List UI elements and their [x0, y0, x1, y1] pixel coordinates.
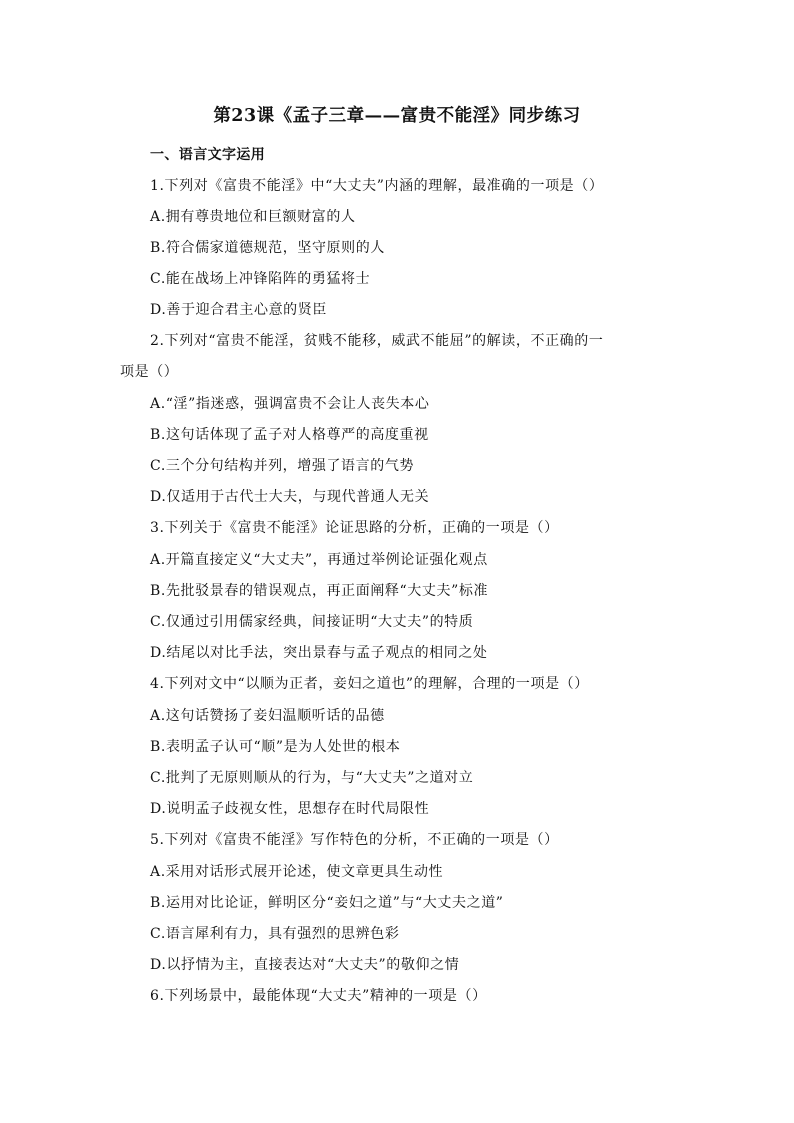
question-1-stem: 1.下列对《富贵不能淫》中“大丈夫”内涵的理解，最准确的一项是（）	[150, 178, 604, 194]
question-1-option-a: A.拥有尊贵地位和巨额财富的人	[150, 209, 356, 225]
question-3-stem: 3.下列关于《富贵不能淫》论证思路的分析，正确的一项是（）	[150, 520, 559, 536]
question-4-option-d: D.说明孟子歧视女性，思想存在时代局限性	[150, 801, 430, 817]
question-1-option-d: D.善于迎合君主心意的贤臣	[150, 302, 327, 318]
question-2-option-a: A.“淫”指迷惑，强调富贵不会让人丧失本心	[150, 396, 430, 412]
question-1-option-b: B.符合儒家道德规范，坚守原则的人	[150, 240, 385, 256]
question-3-option-a: A.开篇直接定义“大丈夫”，再通过举例论证强化观点	[150, 552, 488, 568]
question-3-option-c: C.仅通过引用儒家经典，间接证明“大丈夫”的特质	[150, 614, 474, 630]
question-5-option-c: C.语言犀利有力，具有强烈的思辨色彩	[150, 926, 400, 942]
question-1-option-c: C.能在战场上冲锋陷阵的勇猛将士	[150, 271, 371, 287]
question-3-option-b: B.先批驳景春的错误观点，再正面阐释“大丈夫”标准	[150, 583, 489, 599]
question-4-stem: 4.下列对文中“以顺为正者，妾妇之道也”的理解，合理的一项是（）	[150, 676, 589, 692]
question-5-option-a: A.采用对话形式展开论述，使文章更具生动性	[150, 864, 444, 880]
question-5-option-b: B.运用对比论证，鲜明区分“妾妇之道”与“大丈夫之道”	[150, 895, 504, 911]
question-2-stem-line-2: 项是（）	[120, 364, 179, 380]
question-3-option-d: D.结尾以对比手法，突出景春与孟子观点的相同之处	[150, 645, 488, 661]
section-heading: 一、语言文字运用	[150, 147, 266, 163]
question-4-option-a: A.这句话赞扬了妾妇温顺听话的品德	[150, 708, 385, 724]
question-5-stem: 5.下列对《富贵不能淫》写作特色的分析，不正确的一项是（）	[150, 832, 559, 848]
question-4-option-c: C.批判了无原则顺从的行为，与“大丈夫”之道对立	[150, 770, 474, 786]
question-6-stem: 6.下列场景中，最能体现“大丈夫”精神的一项是（）	[150, 988, 487, 1004]
question-2-option-b: B.这句话体现了孟子对人格尊严的高度重视	[150, 427, 429, 443]
question-2-stem-line-1: 2.下列对“富贵不能淫，贫贱不能移，威武不能屈”的解读，不正确的一	[150, 333, 604, 349]
question-5-option-d: D.以抒情为主，直接表达对“大丈夫”的敬仰之情	[150, 957, 460, 973]
page-title: 第23课《孟子三章——富贵不能淫》同步练习	[213, 106, 581, 126]
question-2-option-c: C.三个分句结构并列，增强了语言的气势	[150, 458, 415, 474]
question-4-option-b: B.表明孟子认可“顺”是为人处世的根本	[150, 739, 401, 755]
question-2-option-d: D.仅适用于古代士大夫，与现代普通人无关	[150, 489, 430, 505]
